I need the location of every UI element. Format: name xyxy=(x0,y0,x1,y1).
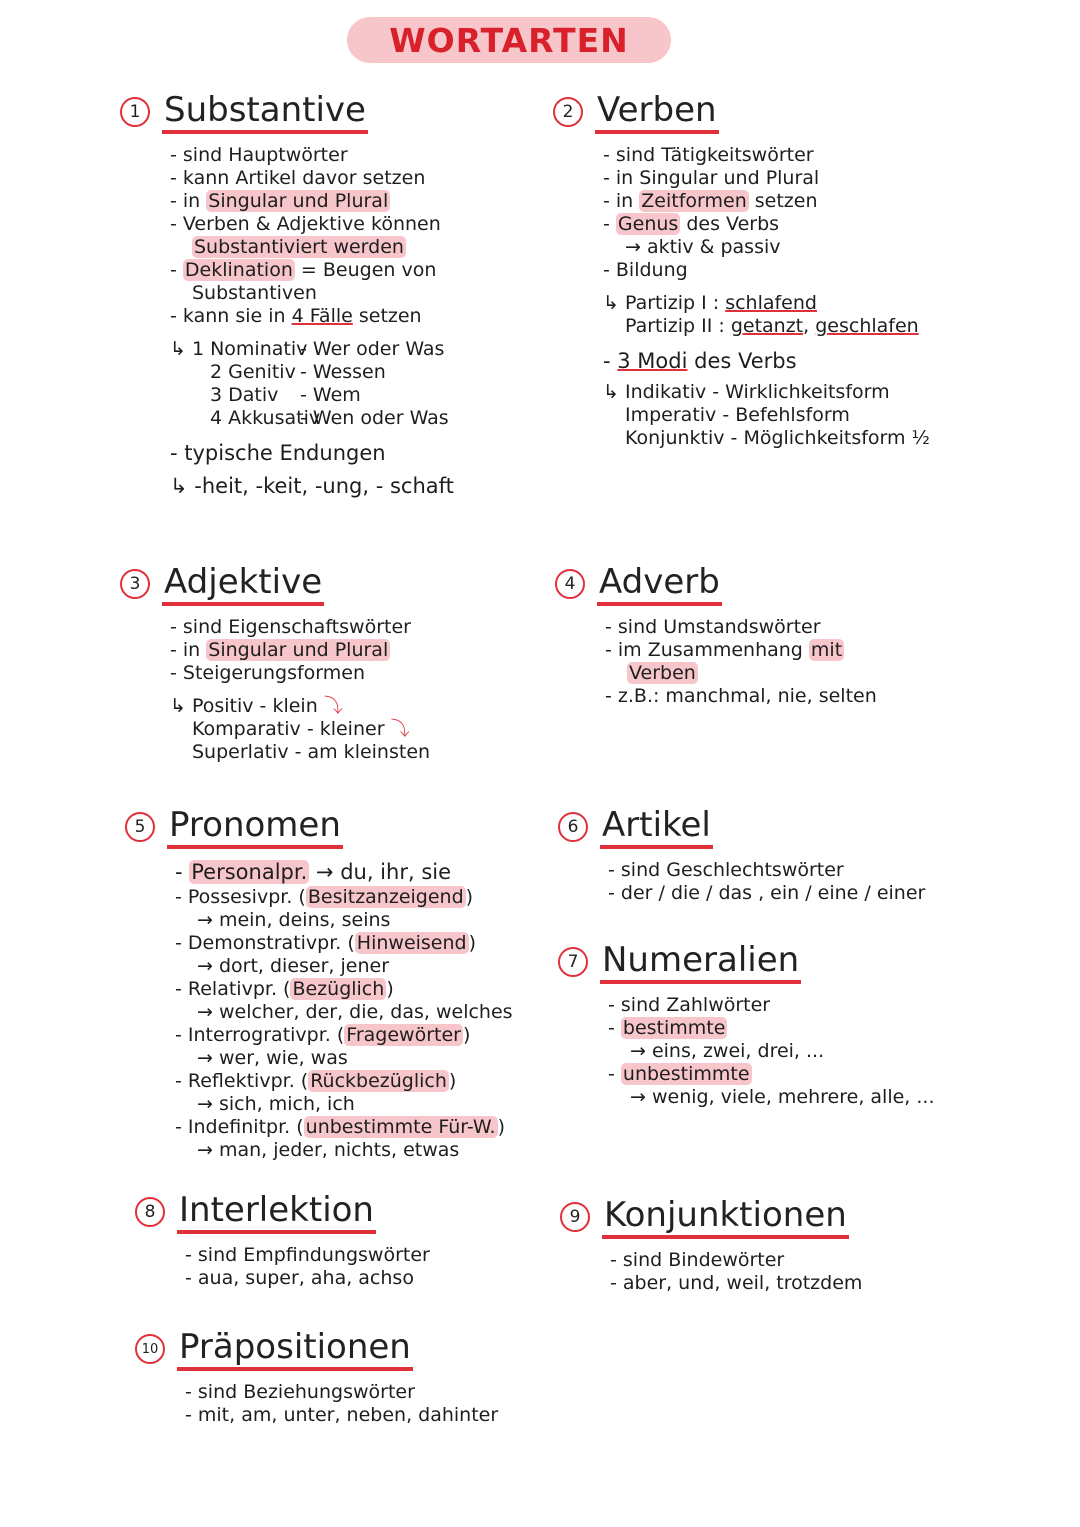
note-line: - Possesivpr. ( Besitzanzeigend ) xyxy=(175,886,474,908)
section-praepositionen xyxy=(135,1327,498,1427)
note-line: → wer, wie, was xyxy=(197,1047,348,1069)
note-line: ↳ Partizip I : schlafend xyxy=(603,292,817,314)
section-number: 3 xyxy=(120,569,150,599)
note-line: - sind Beziehungswörter xyxy=(185,1381,415,1403)
section-heading: Numeralien xyxy=(600,940,801,984)
cases-list xyxy=(170,338,460,430)
note-line: - sind Hauptwörter xyxy=(170,144,348,166)
section-verben xyxy=(553,90,930,450)
note-line: Imperativ - Befehlsform xyxy=(625,404,850,426)
highlight: Deklination xyxy=(184,259,293,281)
note-line: - sind Tätigkeitswörter xyxy=(603,144,814,166)
note-line: - typische Endungen xyxy=(170,441,386,465)
case-question: - Wen oder Was xyxy=(300,407,449,429)
title-banner xyxy=(347,17,671,63)
note-line: → eins, zwei, drei, ... xyxy=(630,1040,825,1062)
note-line xyxy=(605,662,877,685)
section-pronomen xyxy=(125,805,513,1162)
case-question: - Wessen xyxy=(300,361,386,383)
note-line: → dort, dieser, jener xyxy=(197,955,390,977)
note-line: - sind Geschlechtswörter xyxy=(608,859,844,881)
note-line: - bestimmte xyxy=(608,1017,726,1039)
note-line: - im Zusammenhang mit xyxy=(605,639,843,661)
case-name: 4 Akkusativ xyxy=(210,407,321,429)
note-line: - z.B.: manchmal, nie, selten xyxy=(605,685,877,707)
section-number: 2 xyxy=(553,97,583,127)
highlight: Substantiviert werden xyxy=(194,236,404,258)
section-number: 5 xyxy=(125,812,155,842)
highlight: Personalpr. xyxy=(191,860,308,884)
note-line: - kann Artikel davor setzen xyxy=(170,167,426,189)
section-heading: Präpositionen xyxy=(177,1327,413,1371)
note-line: → wenig, viele, mehrere, alle, ... xyxy=(630,1086,935,1108)
case-name: ↳ 1 Nominativ xyxy=(170,338,308,360)
underlined: getanzt xyxy=(730,315,804,337)
note-line: - aua, super, aha, achso xyxy=(185,1267,414,1289)
note-line: - Demonstrativpr. ( Hinweisend ) xyxy=(175,932,477,954)
section-numeralien xyxy=(558,940,934,1109)
highlight: Bezüglich xyxy=(292,978,385,1000)
curved-arrow-icon: ⤵ xyxy=(390,718,410,740)
highlight: Singular und Plural xyxy=(208,190,389,212)
section-number: 10 xyxy=(135,1334,165,1364)
note-line: - Reflektivpr. ( Rückbezüglich ) xyxy=(175,1070,457,1092)
note-line: ↳ Indikativ - Wirklichkeitsform xyxy=(603,381,890,403)
note-line: → mein, deins, seins xyxy=(197,909,391,931)
section-interlektion xyxy=(135,1190,430,1290)
section-heading: Artikel xyxy=(600,805,713,849)
page-title: WORTARTEN xyxy=(389,20,629,60)
section-heading: Verben xyxy=(595,90,719,134)
section-number: 4 xyxy=(555,569,585,599)
note-line: - Verben & Adjektive können xyxy=(170,213,441,235)
case-name: 2 Genitiv xyxy=(210,361,296,383)
note-line: → sich, mich, ich xyxy=(197,1093,355,1115)
case-question: - Wer oder Was xyxy=(300,338,445,360)
section-heading: Pronomen xyxy=(167,805,343,849)
note-line: - aber, und, weil, trotzdem xyxy=(610,1272,863,1294)
section-adjektive xyxy=(120,562,430,764)
note-line: - Steigerungsformen xyxy=(170,662,366,684)
section-number: 6 xyxy=(558,812,588,842)
note-line: - in Singular und Plural xyxy=(170,639,389,661)
section-substantive xyxy=(120,90,460,500)
section-number: 1 xyxy=(120,97,150,127)
section-heading: Konjunktionen xyxy=(602,1195,849,1239)
section-konjunktionen xyxy=(560,1195,862,1295)
section-heading: Adjektive xyxy=(162,562,324,606)
highlight: bestimmte xyxy=(622,1017,726,1039)
note-line: - unbestimmte xyxy=(608,1063,750,1085)
note-line: - kann sie in 4 Fälle setzen xyxy=(170,305,422,327)
note-line: - mit, am, unter, neben, dahinter xyxy=(185,1404,499,1426)
note-line: ↳ -heit, -keit, -ung, - schaft xyxy=(170,474,454,498)
section-number: 7 xyxy=(558,947,588,977)
underlined: 3 Modi xyxy=(617,349,688,373)
highlight: unbestimmte xyxy=(622,1063,750,1085)
section-artikel xyxy=(558,805,925,905)
note-line: - in Singular und Plural xyxy=(170,190,389,212)
note-line: → welcher, der, die, das, welches xyxy=(197,1001,513,1023)
highlight: Hinweisend xyxy=(356,932,467,954)
note-line: - sind Zahlwörter xyxy=(608,994,771,1016)
note-line: Superlativ - am kleinsten xyxy=(192,741,431,763)
note-line: - in Zeitformen setzen xyxy=(603,190,818,212)
highlight: Verben xyxy=(629,662,696,684)
note-line xyxy=(170,236,460,259)
highlight: Rückbezüglich xyxy=(310,1070,447,1092)
highlight: Fragewörter xyxy=(346,1024,461,1046)
note-line: ↳ Positiv - klein ⤵ xyxy=(170,695,343,717)
note-line: - in Singular und Plural xyxy=(603,167,820,189)
note-line: - sind Umstandswörter xyxy=(605,616,821,638)
underlined: schlafend xyxy=(725,292,817,314)
note-line: - Indefinitpr. ( unbestimmte Für-W. ) xyxy=(175,1116,505,1138)
note-line: - Personalpr. → du, ihr, sie xyxy=(175,860,452,884)
note-line: - Interrogrativpr. ( Fragewörter ) xyxy=(175,1024,471,1046)
note-line: - Deklination = Beugen von xyxy=(170,259,437,281)
highlight: Besitzanzeigend xyxy=(307,886,464,908)
section-adverb xyxy=(555,562,877,708)
section-heading: Adverb xyxy=(597,562,722,606)
highlight: Genus xyxy=(617,213,679,235)
curved-arrow-icon: ⤵ xyxy=(323,695,343,717)
case-question: - Wem xyxy=(300,384,361,406)
note-line: - der / die / das , ein / eine / einer xyxy=(608,882,926,904)
note-line: - Genus des Verbs xyxy=(603,213,780,235)
note-line: → aktiv & passiv xyxy=(625,236,781,258)
note-line: - 3 Modi des Verbs xyxy=(603,349,797,373)
note-line: Partizip II : getanzt, geschlafen xyxy=(625,315,919,337)
underlined: geschlafen xyxy=(815,315,919,337)
note-line: - Relativpr. ( Bezüglich ) xyxy=(175,978,394,1000)
note-line: - sind Empfindungswörter xyxy=(185,1244,430,1266)
note-line: Konjunktiv - Möglichkeitsform ½ xyxy=(625,427,930,449)
highlight: Zeitformen xyxy=(641,190,747,212)
note-line: Substantiven xyxy=(192,282,317,304)
highlight: unbestimmte Für-W. xyxy=(305,1116,496,1138)
section-heading: Interlektion xyxy=(177,1190,376,1234)
section-number: 8 xyxy=(135,1197,165,1227)
note-line: → man, jeder, nichts, etwas xyxy=(197,1139,460,1161)
note-line: - sind Eigenschaftswörter xyxy=(170,616,411,638)
note-line: - sind Bindewörter xyxy=(610,1249,785,1271)
section-heading: Substantive xyxy=(162,90,368,134)
highlight: mit xyxy=(810,639,843,661)
note-line: - Bildung xyxy=(603,259,688,281)
case-name: 3 Dativ xyxy=(210,384,279,406)
section-number: 9 xyxy=(560,1202,590,1232)
underlined: 4 Fälle xyxy=(291,305,353,327)
highlight: Singular und Plural xyxy=(208,639,389,661)
note-line: Komparativ - kleiner ⤵ xyxy=(192,718,410,740)
